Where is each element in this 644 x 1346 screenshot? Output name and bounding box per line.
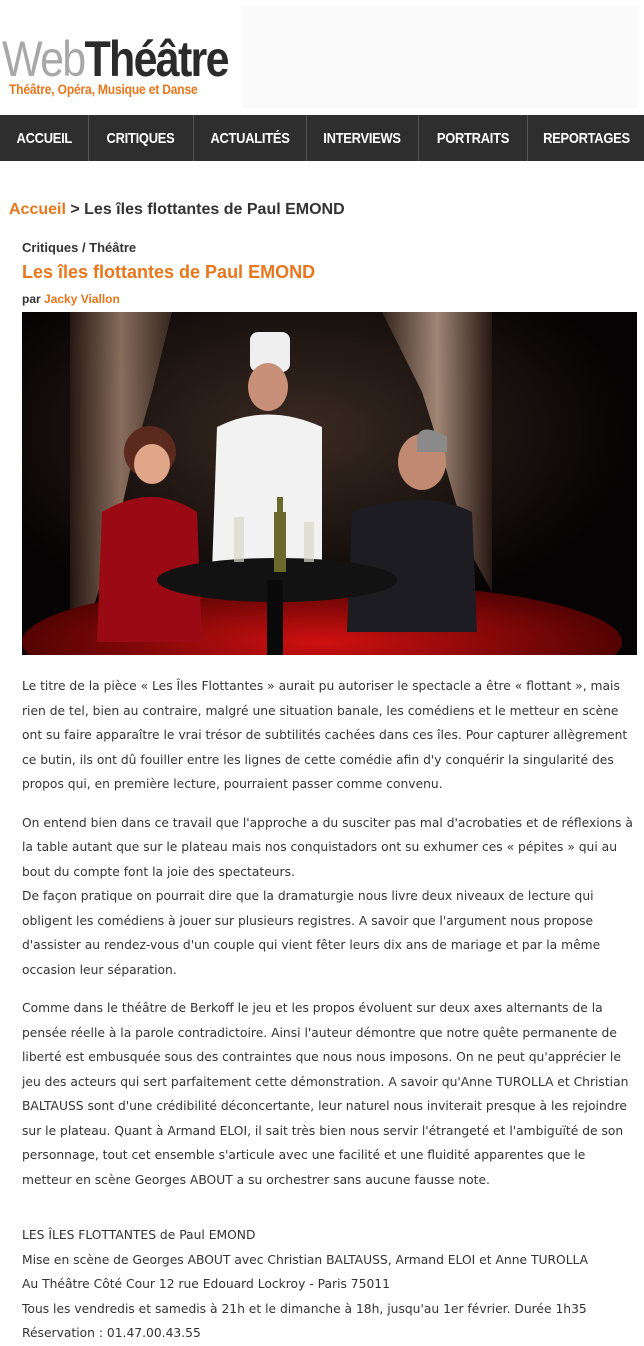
article-paragraph: On entend bien dans ce travail que l'approche a du susciter pas mal d'acrobaties et de réflexions à la table autant que sur le plateau mais nos conquistadors ont su exhumer ces « pépites » qui au bout du compte font la joie des spectateurs. [22, 815, 633, 879]
article-paragraph: De façon pratique on pourrait dire que la dramaturgie nous livre deux niveaux de lecture qui obligent les comédiens à jouer sur plusieurs registres. A savoir que l'argument nous propose d'assister au rendez-vous d'un couple qui vient fêter leurs dix ans de mariage et par la même occasion leur séparation. [22, 889, 601, 977]
author-link[interactable]: Jacky Viallon [44, 292, 120, 306]
show-credits [22, 1223, 634, 1346]
site-header [0, 0, 644, 114]
article-paragraph: Le titre de la pièce « Les Îles Flottantes » aurait pu autoriser le spectacle a être « flottant », mais rien de tel, bien au contraire, malgré une situation banale, les comédiens et le metteur en scène ont su faire apparaître le vrai trésor de subtilités cachées dans ces îles. Pour capturer allègrement ce butin, ils ont dû fouiller entre les lignes de cette comédie afin d'y conquérir la singularité des propos qui, en première lecture, pourraient passer comme convenu. [22, 679, 628, 791]
breadcrumb [9, 201, 345, 219]
logo-web-text: Web [2, 31, 85, 87]
credit-line: Au Théâtre Côté Cour 12 rue Edouard Lockroy - Paris 75011 [22, 1277, 390, 1291]
article-byline [22, 292, 120, 306]
logo-theatre-text: Théâtre [84, 31, 228, 87]
article-title: Les îles flottantes de Paul EMOND [22, 262, 316, 282]
stage-photo-illustration [22, 312, 637, 655]
header-banner-area [242, 6, 638, 108]
byline-label: par [22, 292, 45, 306]
breadcrumb-separator: > [65, 201, 85, 218]
article-category[interactable]: Critiques / Théâtre [22, 240, 137, 255]
site-logo[interactable] [2, 31, 265, 87]
credit-line: LES ÎLES FLOTTANTES de Paul EMOND [22, 1228, 256, 1242]
nav-item-interviews[interactable]: INTERVIEWS [307, 115, 419, 161]
site-tagline: Théâtre, Opéra, Musique et Danse [9, 81, 198, 97]
breadcrumb-current: Les îles flottantes de Paul EMOND [84, 201, 345, 218]
article-photo [22, 312, 637, 655]
article-paragraph: Comme dans le théâtre de Berkoff le jeu et les propos évoluent sur deux axes alternants de la pensée réelle à la parole contradictoire. Ainsi l'auteur démontre que notre quête permanente de liberté est embusquée sous des contraintes que nous nous imposons. On ne peut qu'apprécier le jeu des acteurs qui sert parfaitement cette démonstration. A savoir qu'Anne TUROLLA et Christian BALTAUSS sont d'une crédibilité déconcertante, leur naturel nous inviterait presque à les rejoindre sur le plateau. Quant à Armand ELOI, il sait très bien nous servir l'étrangeté et l'ambiguïté de son personnage, tout cet ensemble s'articule avec une facilité et une fluidité apparentes que le metteur en scène Georges ABOUT a su orchestrer sans aucune fausse note. [22, 1001, 629, 1187]
main-navigation [0, 115, 644, 161]
nav-item-accueil[interactable]: ACCUEIL [0, 115, 89, 161]
nav-item-critiques[interactable]: CRITIQUES [89, 115, 194, 161]
credit-line: Tous les vendredis et samedis à 21h et le dimanche à 18h, jusqu'au 1er février. Durée 1h35 [22, 1301, 587, 1316]
credit-line: Réservation : 01.47.00.43.55 [22, 1326, 201, 1340]
breadcrumb-home-link[interactable]: Accueil [9, 201, 66, 218]
nav-item-portraits[interactable]: PORTRAITS [419, 115, 528, 161]
credit-line: Mise en scène de Georges ABOUT avec Christian BALTAUSS, Armand ELOI et Anne TUROLLA [22, 1252, 589, 1267]
article-body [22, 674, 634, 1206]
nav-item-actualites[interactable]: ACTUALITÉS [194, 115, 307, 161]
nav-item-reportages[interactable]: REPORTAGES [543, 129, 630, 147]
